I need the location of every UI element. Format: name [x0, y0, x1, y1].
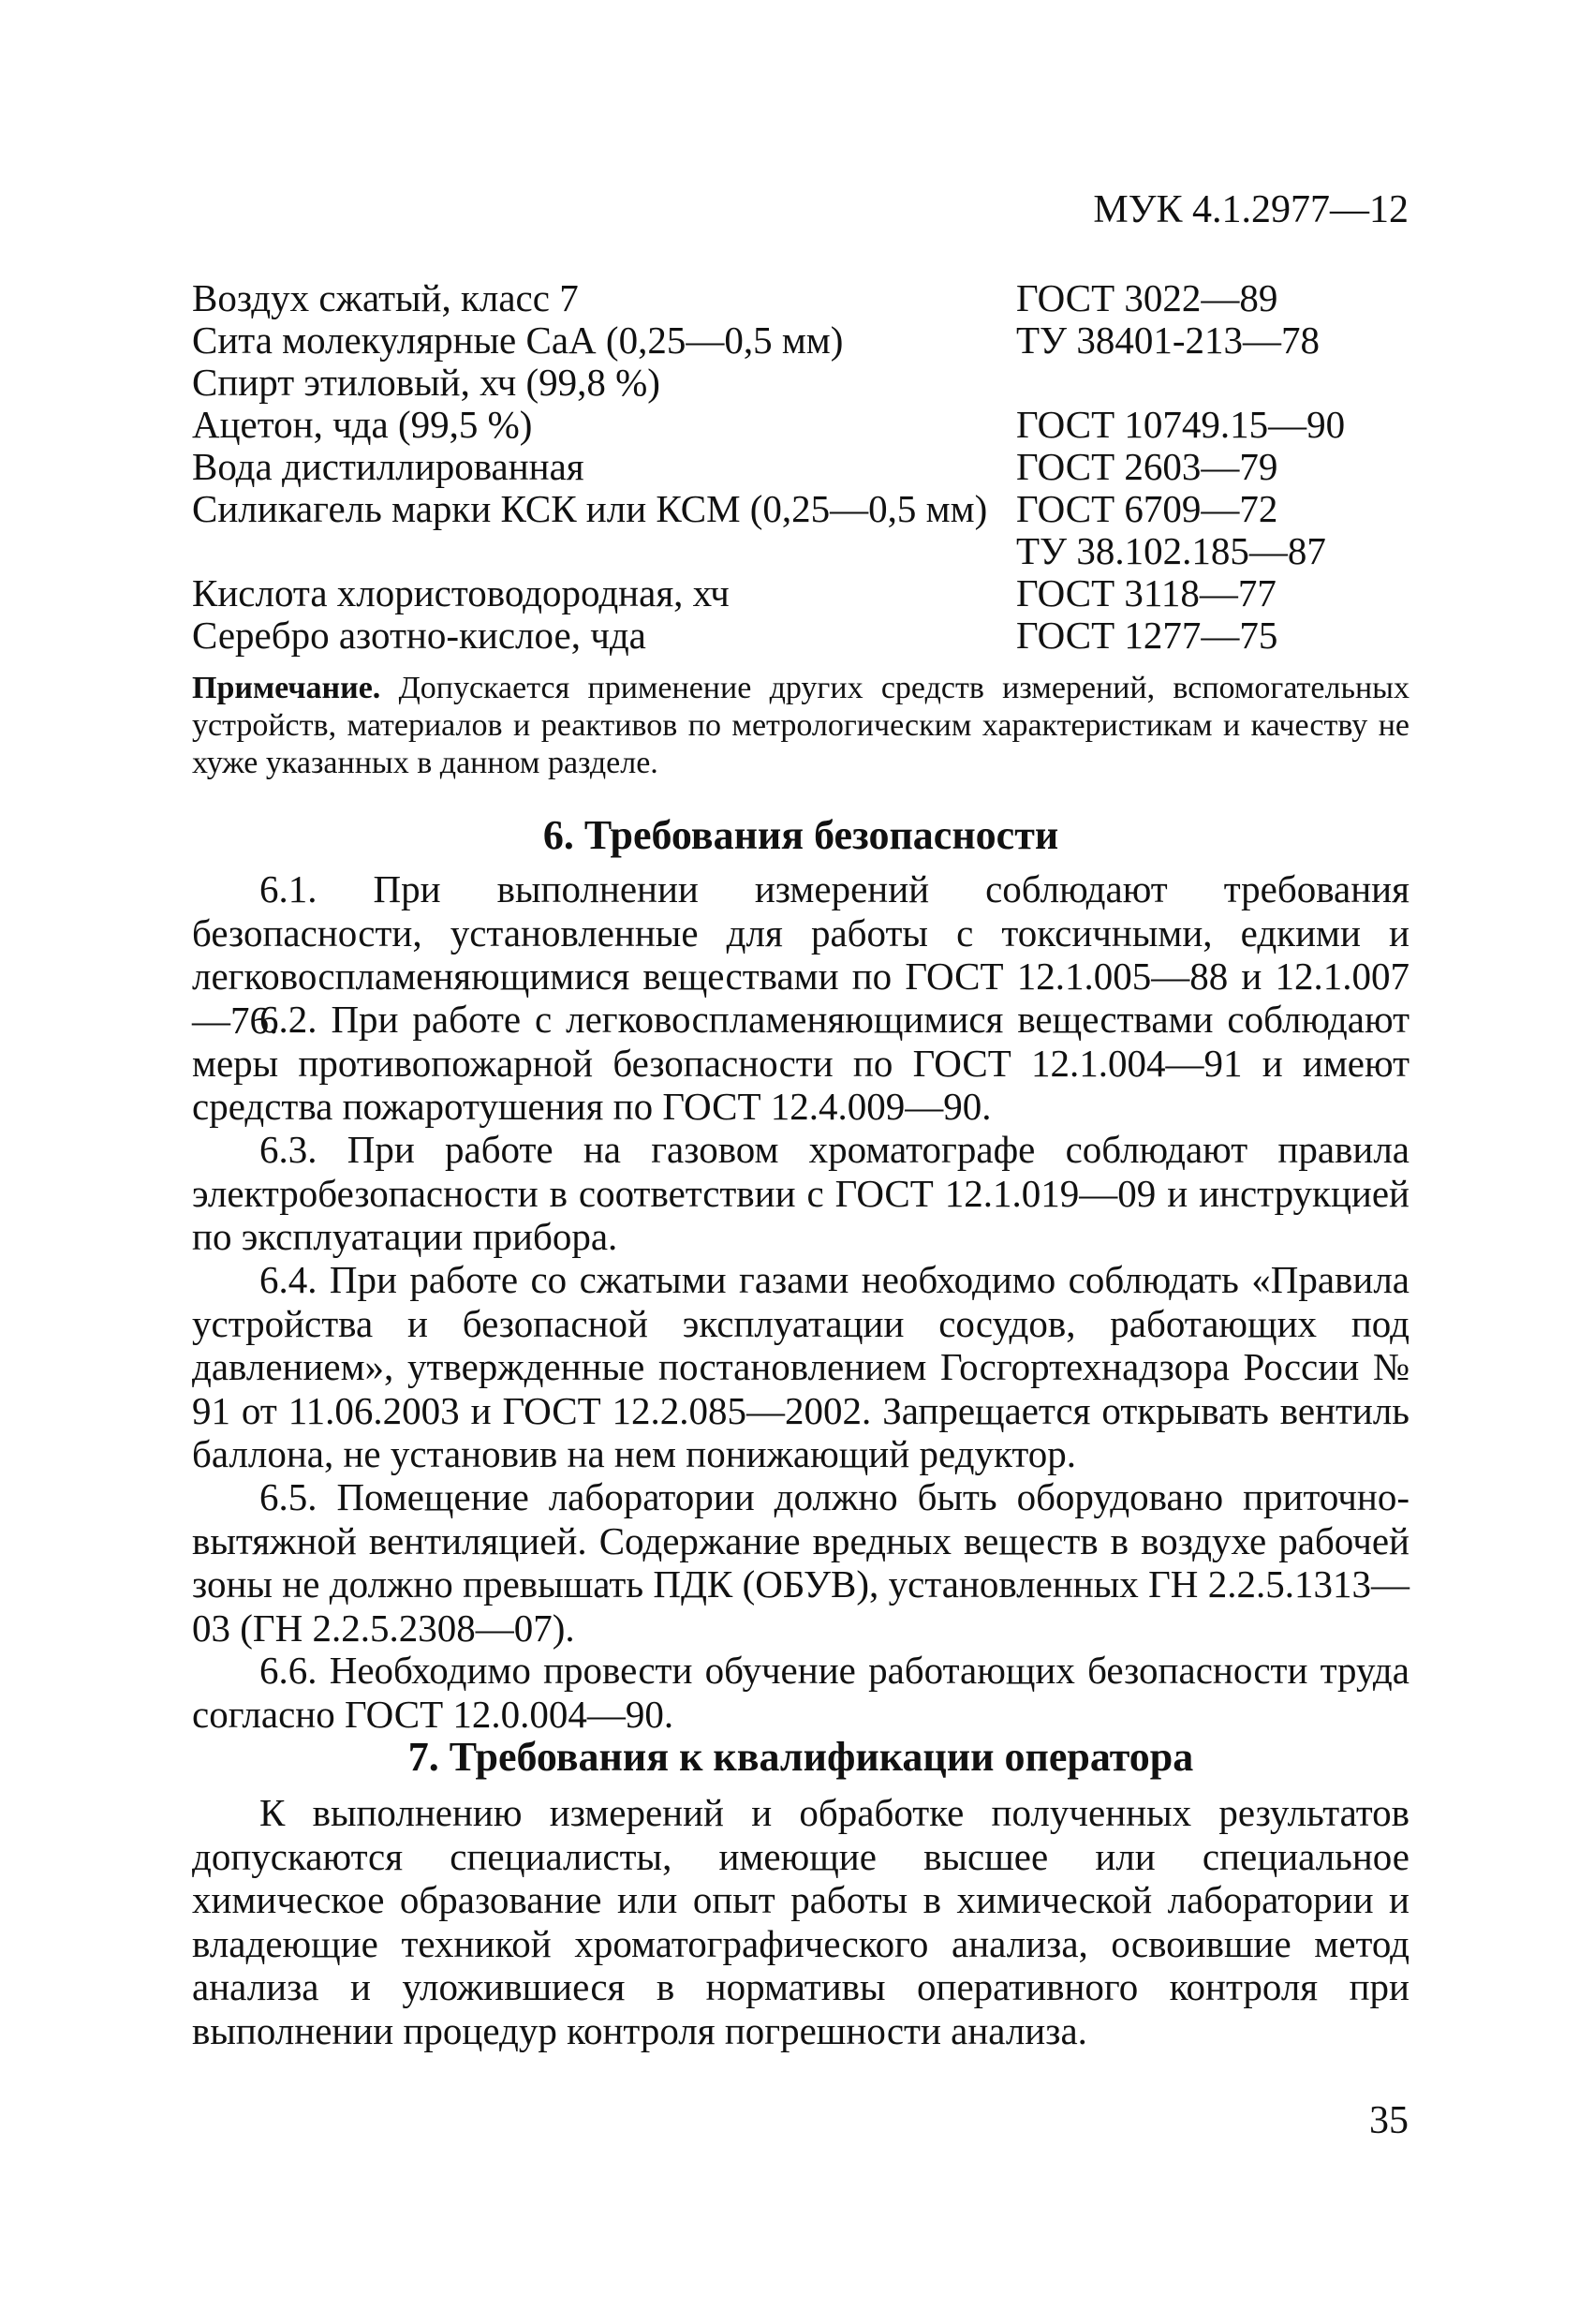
material-standard: ТУ 38401-213—78: [1016, 318, 1320, 362]
paragraph-6-3: 6.3. При работе на газовом хроматографе соблюдают правила электробезопасности в соответствии с ГОСТ 12.1.019—09 и инструкцией по эксплуатации прибора.: [192, 1128, 1410, 1258]
paragraph-6-1: 6.1. При выполнении измерений соблюдают требования безопасности, установленные для работы с токсичными, едкими и легковоспламеняющимися веществами по ГОСТ 12.1.005—88 и 12.1.007—76.: [192, 867, 1410, 1042]
section-6-heading: 6. Требования безопасности: [542, 812, 1059, 858]
paragraph-6-6: 6.6. Необходимо провести обучение работающих безопасности труда согласно ГОСТ 12.0.004—90.: [192, 1649, 1410, 1736]
list-item: [192, 614, 1428, 657]
note-label: Примечание.: [192, 671, 381, 705]
list-item: [192, 572, 1428, 614]
paragraph-6-2: 6.2. При работе с легковоспламеняющимися веществами соблюдают меры противопожарной безопасности по ГОСТ 12.1.004—91 и имеют средства пожаротушения по ГОСТ 12.4.009—90.: [192, 998, 1410, 1128]
paragraph-7: К выполнению измерений и обработке полученных результатов допускаются специалисты, имеющие высшее или специальное химическое образование или опыт работы в химической лаборатории и владеющие техникой хроматографического анализа, освоившие метод анализа и уложившиеся в нормативы оперативного контроля при выполнении процедур контроля погрешности анализа.: [192, 1791, 1410, 2052]
material-standard: ГОСТ 3118—77: [1016, 571, 1277, 614]
material-name: Ацетон, чда (99,5 %): [192, 403, 533, 446]
materials-list: [192, 277, 1428, 657]
note-text: Допускается применение других средств измерений, вспомогательных устройств, материалов и реактивов по метрологическим характеристикам и качеству не хуже указанных в данном разделе.: [192, 671, 1410, 780]
document-code: МУК 4.1.2977—12: [1093, 188, 1409, 231]
material-standard: ГОСТ 1277—75: [1016, 614, 1278, 657]
material-name: Вода дистиллированная: [192, 445, 584, 488]
list-item: [192, 362, 1428, 404]
material-name: Кислота хлористоводородная, хч: [192, 571, 730, 614]
material-name: Серебро азотно-кислое, чда: [192, 614, 646, 657]
material-standard: ТУ 38.102.185—87: [1016, 529, 1326, 572]
list-item: [192, 488, 1428, 530]
list-item: [192, 530, 1428, 572]
material-name: [192, 530, 1016, 572]
material-name: Сита молекулярные СаА (0,25—0,5 мм): [192, 318, 844, 362]
paragraph-6-5: 6.5. Помещение лаборатории должно быть оборудовано приточно-вытяжной вентиляцией. Содержание вредных веществ в воздухе рабочей зоны не должно превышать ПДК (ОБУВ), установленных ГН 2.2.5.1313—03 (ГН 2.2.5.2308—07).: [192, 1475, 1410, 1650]
material-name: Воздух сжатый, класс 7: [192, 276, 579, 319]
section-7-heading: 7. Требования к квалификации оператора: [407, 1734, 1194, 1780]
material-standard: [1016, 362, 1428, 404]
material-standard: ГОСТ 6709—72: [1016, 487, 1278, 530]
material-standard: ГОСТ 3022—89: [1016, 276, 1278, 319]
note: [192, 670, 1410, 782]
paragraph-6-4: 6.4. При работе со сжатыми газами необходимо соблюдать «Правила устройства и безопасной эксплуатации сосудов, работающих под давлением», утвержденные постановлением Госгортехнадзора России № 91 от 11.06.2003 и ГОСТ 12.2.085—2002. Запрещается открывать вентиль баллона, не установив на нем понижающий редуктор.: [192, 1258, 1410, 1475]
list-item: [192, 277, 1428, 319]
material-name: Силикагель марки КСК или КСМ (0,25—0,5 мм): [192, 487, 988, 530]
material-standard: ГОСТ 2603—79: [1016, 445, 1278, 488]
list-item: [192, 319, 1428, 362]
page-number: 35: [1369, 2099, 1409, 2142]
material-standard: ГОСТ 10749.15—90: [1016, 403, 1346, 446]
material-name: Спирт этиловый, хч (99,8 %): [192, 361, 660, 404]
list-item: [192, 446, 1428, 488]
list-item: [192, 404, 1428, 446]
